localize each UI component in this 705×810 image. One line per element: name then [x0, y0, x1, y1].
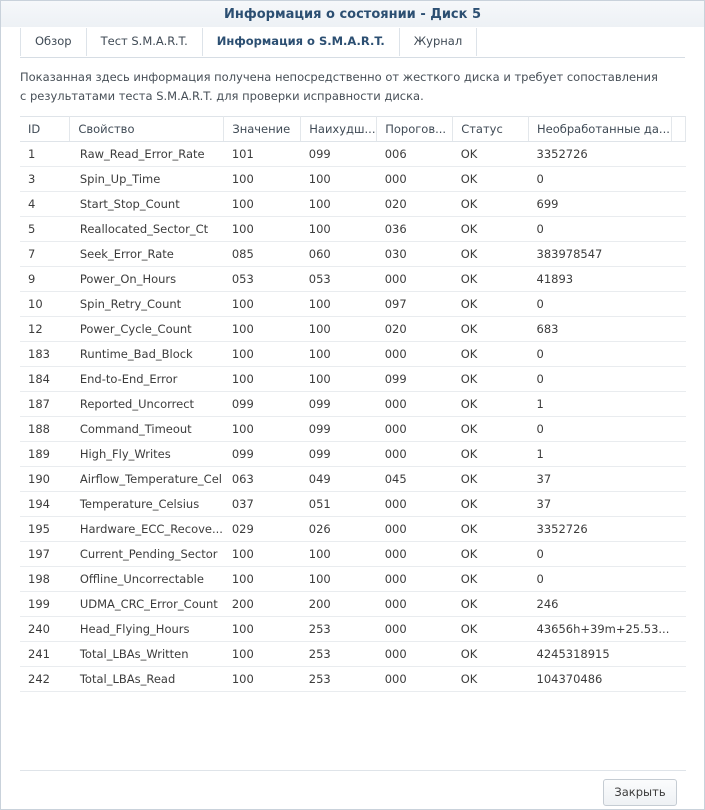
cell-status: OK: [453, 217, 529, 242]
dialog-title: Информация о состоянии - Диск 5: [1, 1, 704, 27]
cell-spacer: [671, 417, 685, 442]
cell-id: 189: [20, 442, 70, 467]
cell-value: 101: [224, 142, 301, 167]
column-header-worst[interactable]: Наихудш...: [301, 117, 377, 142]
cell-threshold: 000: [377, 417, 453, 442]
cell-worst: 051: [301, 492, 377, 517]
cell-threshold: 000: [377, 642, 453, 667]
cell-id: 187: [20, 392, 70, 417]
cell-raw-data: 0: [529, 417, 672, 442]
cell-spacer: [671, 242, 685, 267]
cell-attribute: Total_LBAs_Read: [70, 667, 224, 692]
cell-raw-data: 43656h+39m+25.53...: [529, 617, 672, 642]
cell-spacer: [671, 617, 685, 642]
cell-raw-data: 37: [529, 467, 672, 492]
cell-worst: 099: [301, 142, 377, 167]
table-row[interactable]: [20, 192, 686, 217]
table-row[interactable]: [20, 417, 686, 442]
cell-status: OK: [453, 667, 529, 692]
table-row[interactable]: [20, 592, 686, 617]
cell-status: OK: [453, 442, 529, 467]
cell-value: 100: [224, 317, 301, 342]
cell-spacer: [671, 192, 685, 217]
table-header-row: [20, 117, 686, 142]
cell-spacer: [671, 367, 685, 392]
cell-attribute: Start_Stop_Count: [70, 192, 224, 217]
cell-id: 4: [20, 192, 70, 217]
cell-id: 188: [20, 417, 70, 442]
cell-threshold: 020: [377, 192, 453, 217]
tab-overview[interactable]: Обзор: [20, 28, 87, 56]
cell-raw-data: 1: [529, 392, 672, 417]
cell-value: 053: [224, 267, 301, 292]
cell-raw-data: 1: [529, 442, 672, 467]
cell-status: OK: [453, 517, 529, 542]
cell-status: OK: [453, 367, 529, 392]
cell-raw-data: 0: [529, 292, 672, 317]
cell-status: OK: [453, 592, 529, 617]
table-row[interactable]: [20, 492, 686, 517]
cell-id: 10: [20, 292, 70, 317]
cell-worst: 099: [301, 442, 377, 467]
cell-value: 100: [224, 217, 301, 242]
cell-spacer: [671, 442, 685, 467]
cell-id: 194: [20, 492, 70, 517]
cell-value: 100: [224, 417, 301, 442]
cell-attribute: Reallocated_Sector_Ct: [70, 217, 224, 242]
cell-value: 100: [224, 567, 301, 592]
cell-attribute: Command_Timeout: [70, 417, 224, 442]
column-header-value[interactable]: Значение: [224, 117, 301, 142]
cell-attribute: Reported_Uncorrect: [70, 392, 224, 417]
cell-worst: 100: [301, 292, 377, 317]
cell-raw-data: 0: [529, 542, 672, 567]
cell-worst: 100: [301, 367, 377, 392]
cell-worst: 049: [301, 467, 377, 492]
tab-smart-info[interactable]: Информация о S.M.A.R.T.: [203, 28, 400, 56]
cell-value: 029: [224, 517, 301, 542]
cell-id: 197: [20, 542, 70, 567]
cell-worst: 100: [301, 542, 377, 567]
cell-worst: 253: [301, 617, 377, 642]
column-header-raw-data[interactable]: Необработанные да...: [529, 117, 672, 142]
cell-raw-data: 37: [529, 492, 672, 517]
table-row[interactable]: [20, 642, 686, 667]
cell-attribute: High_Fly_Writes: [70, 442, 224, 467]
column-header-id[interactable]: ID: [20, 117, 70, 142]
cell-id: 184: [20, 367, 70, 392]
cell-worst: 060: [301, 242, 377, 267]
cell-status: OK: [453, 192, 529, 217]
cell-raw-data: 0: [529, 342, 672, 367]
cell-worst: 100: [301, 317, 377, 342]
cell-attribute: Spin_Retry_Count: [70, 292, 224, 317]
cell-raw-data: 0: [529, 367, 672, 392]
cell-threshold: 000: [377, 667, 453, 692]
column-header-threshold[interactable]: Порогов...: [377, 117, 453, 142]
cell-worst: 100: [301, 167, 377, 192]
cell-threshold: 000: [377, 267, 453, 292]
cell-status: OK: [453, 417, 529, 442]
cell-value: 100: [224, 192, 301, 217]
cell-value: 100: [224, 367, 301, 392]
description-text: Показанная здесь информация получена непосредственно от жесткого диска и требует сопоставления с результатами теста S.M.A.R.T. для проверки исправности диска.: [20, 70, 658, 103]
cell-threshold: 000: [377, 392, 453, 417]
cell-attribute: Head_Flying_Hours: [70, 617, 224, 642]
cell-spacer: [671, 542, 685, 567]
cell-value: 100: [224, 617, 301, 642]
cell-threshold: 000: [377, 442, 453, 467]
cell-id: 7: [20, 242, 70, 267]
cell-status: OK: [453, 317, 529, 342]
cell-id: 3: [20, 167, 70, 192]
table-row[interactable]: [20, 142, 686, 167]
table-body: [20, 142, 686, 692]
cell-raw-data: 104370486: [529, 667, 672, 692]
cell-threshold: 000: [377, 342, 453, 367]
cell-spacer: [671, 517, 685, 542]
cell-id: 183: [20, 342, 70, 367]
cell-status: OK: [453, 342, 529, 367]
cell-threshold: 000: [377, 167, 453, 192]
cell-value: 100: [224, 167, 301, 192]
cell-id: 195: [20, 517, 70, 542]
cell-raw-data: 0: [529, 567, 672, 592]
table-row[interactable]: [20, 217, 686, 242]
cell-threshold: 020: [377, 317, 453, 342]
cell-threshold: 000: [377, 567, 453, 592]
cell-status: OK: [453, 642, 529, 667]
cell-value: 063: [224, 467, 301, 492]
cell-attribute: Offline_Uncorrectable: [70, 567, 224, 592]
cell-spacer: [671, 642, 685, 667]
cell-attribute: Current_Pending_Sector: [70, 542, 224, 567]
cell-spacer: [671, 342, 685, 367]
smart-attributes-table: [20, 116, 686, 692]
tab-log[interactable]: Журнал: [400, 28, 477, 56]
cell-threshold: 097: [377, 292, 453, 317]
cell-threshold: 036: [377, 217, 453, 242]
cell-worst: 100: [301, 217, 377, 242]
table-row[interactable]: [20, 442, 686, 467]
cell-attribute: Hardware_ECC_Recove...: [70, 517, 224, 542]
cell-threshold: 000: [377, 592, 453, 617]
cell-threshold: 045: [377, 467, 453, 492]
cell-spacer: [671, 667, 685, 692]
cell-id: 241: [20, 642, 70, 667]
cell-attribute: UDMA_CRC_Error_Count: [70, 592, 224, 617]
cell-raw-data: 4245318915: [529, 642, 672, 667]
tab-bar: [20, 28, 685, 58]
cell-worst: 200: [301, 592, 377, 617]
cell-raw-data: 3352726: [529, 142, 672, 167]
table-row[interactable]: [20, 342, 686, 367]
cell-worst: 053: [301, 267, 377, 292]
cell-status: OK: [453, 567, 529, 592]
cell-threshold: 099: [377, 367, 453, 392]
cell-raw-data: 41893: [529, 267, 672, 292]
cell-spacer: [671, 217, 685, 242]
cell-attribute: Power_Cycle_Count: [70, 317, 224, 342]
cell-attribute: Runtime_Bad_Block: [70, 342, 224, 367]
cell-attribute: Seek_Error_Rate: [70, 242, 224, 267]
cell-status: OK: [453, 542, 529, 567]
table-row[interactable]: [20, 467, 686, 492]
cell-status: OK: [453, 492, 529, 517]
cell-status: OK: [453, 242, 529, 267]
table-row[interactable]: [20, 267, 686, 292]
cell-raw-data: 683: [529, 317, 672, 342]
cell-value: 085: [224, 242, 301, 267]
cell-id: 1: [20, 142, 70, 167]
cell-raw-data: 0: [529, 167, 672, 192]
cell-value: 200: [224, 592, 301, 617]
table-row[interactable]: [20, 667, 686, 692]
cell-attribute: Spin_Up_Time: [70, 167, 224, 192]
table-row[interactable]: [20, 617, 686, 642]
table-row[interactable]: [20, 392, 686, 417]
cell-id: 198: [20, 567, 70, 592]
table-row[interactable]: [20, 517, 686, 542]
cell-id: 242: [20, 667, 70, 692]
cell-raw-data: 3352726: [529, 517, 672, 542]
cell-value: 100: [224, 542, 301, 567]
cell-spacer: [671, 167, 685, 192]
cell-worst: 026: [301, 517, 377, 542]
cell-status: OK: [453, 617, 529, 642]
cell-threshold: 000: [377, 517, 453, 542]
cell-threshold: 030: [377, 242, 453, 267]
cell-status: OK: [453, 292, 529, 317]
cell-value: 099: [224, 442, 301, 467]
cell-attribute: End-to-End_Error: [70, 367, 224, 392]
cell-spacer: [671, 392, 685, 417]
cell-threshold: 000: [377, 492, 453, 517]
cell-id: 9: [20, 267, 70, 292]
cell-value: 037: [224, 492, 301, 517]
cell-value: 100: [224, 342, 301, 367]
cell-status: OK: [453, 392, 529, 417]
cell-id: 190: [20, 467, 70, 492]
cell-attribute: Temperature_Celsius: [70, 492, 224, 517]
cell-spacer: [671, 267, 685, 292]
cell-raw-data: 0: [529, 217, 672, 242]
cell-spacer: [671, 492, 685, 517]
column-header-spacer: [671, 117, 685, 142]
cell-worst: 100: [301, 567, 377, 592]
cell-attribute: Total_LBAs_Written: [70, 642, 224, 667]
table-row[interactable]: [20, 242, 686, 267]
cell-spacer: [671, 292, 685, 317]
cell-status: OK: [453, 142, 529, 167]
cell-raw-data: 383978547: [529, 242, 672, 267]
cell-value: 100: [224, 642, 301, 667]
cell-worst: 253: [301, 667, 377, 692]
cell-raw-data: 699: [529, 192, 672, 217]
cell-status: OK: [453, 467, 529, 492]
cell-threshold: 000: [377, 617, 453, 642]
cell-spacer: [671, 467, 685, 492]
cell-worst: 100: [301, 342, 377, 367]
cell-worst: 100: [301, 192, 377, 217]
cell-id: 5: [20, 217, 70, 242]
table-row[interactable]: [20, 167, 686, 192]
cell-worst: 099: [301, 392, 377, 417]
cell-spacer: [671, 142, 685, 167]
cell-spacer: [671, 567, 685, 592]
cell-status: OK: [453, 267, 529, 292]
cell-value: 099: [224, 392, 301, 417]
cell-id: 240: [20, 617, 70, 642]
cell-raw-data: 246: [529, 592, 672, 617]
cell-worst: 099: [301, 417, 377, 442]
cell-spacer: [671, 592, 685, 617]
cell-value: 100: [224, 292, 301, 317]
column-header-status[interactable]: Статус: [453, 117, 529, 142]
cell-attribute: Airflow_Temperature_Cel: [70, 467, 224, 492]
table-row[interactable]: [20, 292, 686, 317]
tab-smart-test[interactable]: Тест S.M.A.R.T.: [87, 28, 203, 56]
cell-id: 12: [20, 317, 70, 342]
cell-value: 100: [224, 667, 301, 692]
table-row[interactable]: [20, 367, 686, 392]
cell-id: 199: [20, 592, 70, 617]
cell-attribute: Power_On_Hours: [70, 267, 224, 292]
table-row[interactable]: [20, 317, 686, 342]
table-row[interactable]: [20, 542, 686, 567]
column-header-attribute[interactable]: Свойство: [70, 117, 224, 142]
cell-threshold: 006: [377, 142, 453, 167]
table-row[interactable]: [20, 567, 686, 592]
cell-status: OK: [453, 167, 529, 192]
close-button[interactable]: Закрыть: [603, 779, 677, 806]
cell-threshold: 000: [377, 542, 453, 567]
cell-worst: 253: [301, 642, 377, 667]
cell-attribute: Raw_Read_Error_Rate: [70, 142, 224, 167]
footer-divider: [20, 770, 686, 771]
cell-spacer: [671, 317, 685, 342]
